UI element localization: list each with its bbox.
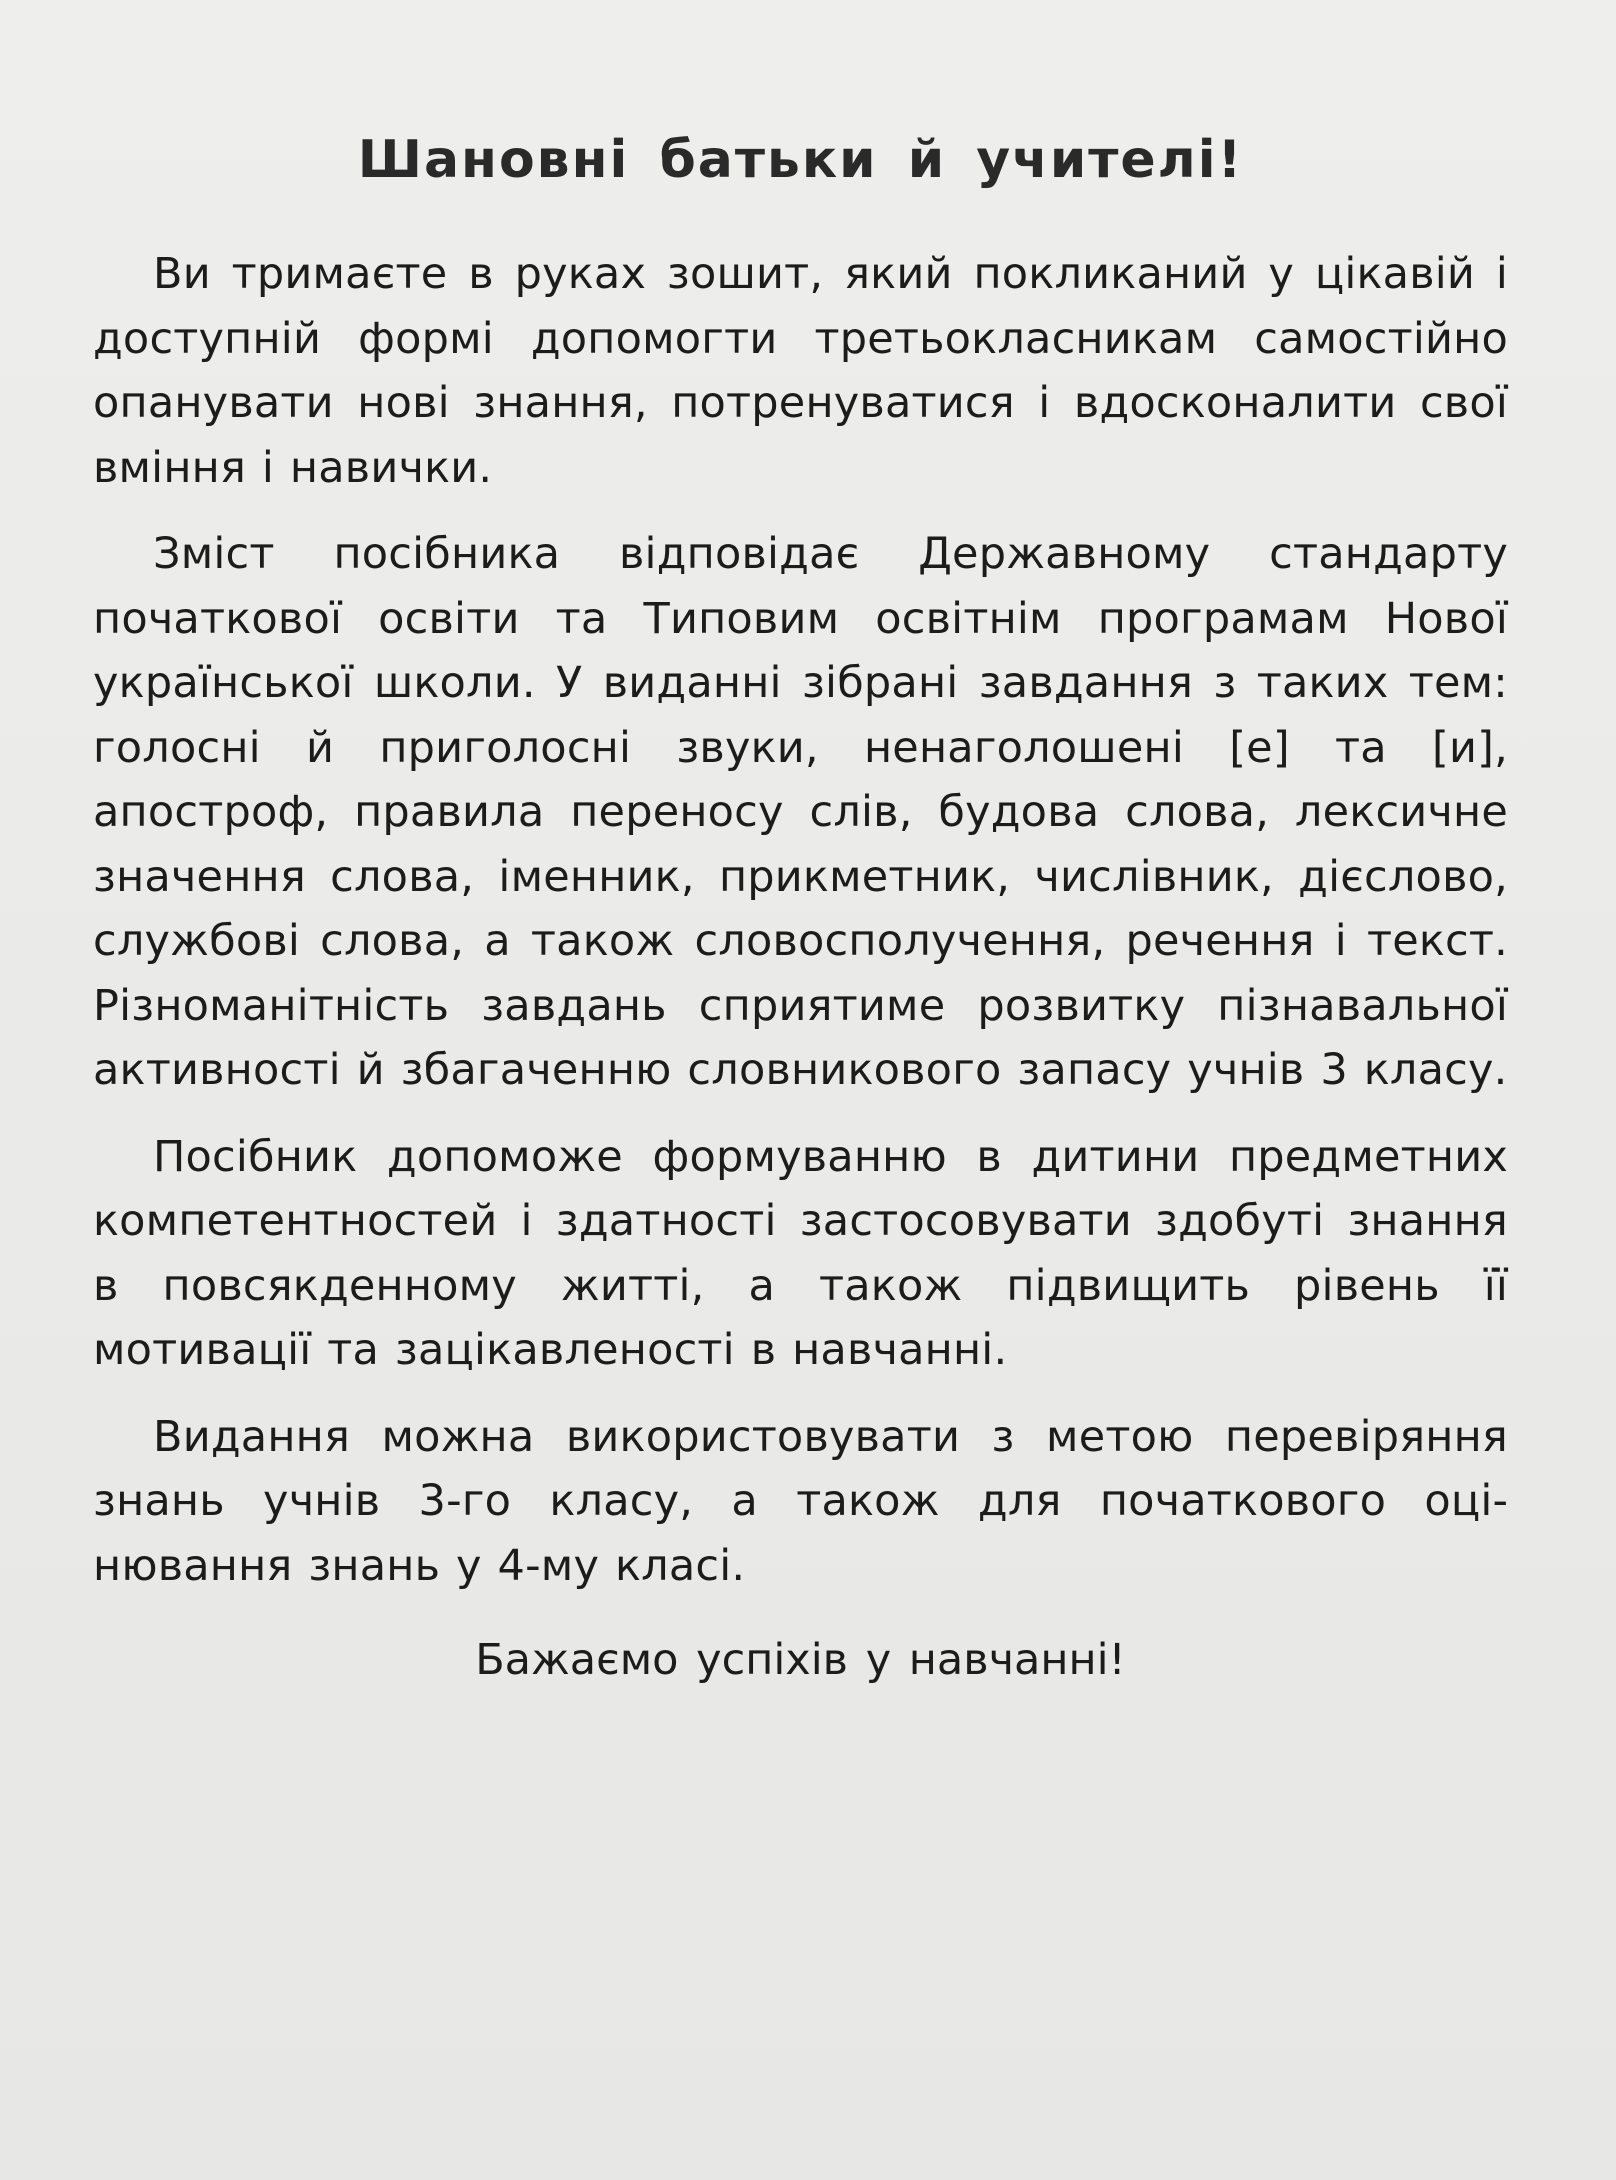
closing-wish: Бажаємо успіхів у навчанні!: [475, 1635, 1126, 1685]
paragraph-usage: Видання можна використовувати з метою перевіряння знань учнів 3-го класу, а також для початкового оцінювання знань у 4-му класі.: [93, 1411, 1508, 1591]
paragraph-competencies: Посібник допоможе формуванню в дитини предметних компетентностей і здатності застосовувати здобуті знання в повсякденному житті, а також підвищить рівень її мотивації та зацікавленості в навчанні.: [93, 1131, 1508, 1375]
paragraph-intro: Ви тримаєте в руках зошит, який покликаний у цікавій і доступній формі допомогти третьокласникам самостійно опанувати нові знання, потренуватися і вдосконалити свої вміння і навички.: [93, 249, 1508, 493]
page-title: Шановні батьки й учителі!: [357, 130, 1244, 190]
paragraph-content: Зміст посібника відповідає Державному стандарту початкової освіти та Типовим освітнім програмам Нової української школи. У виданні зібрані завдання з таких тем: голосні й приголосні звуки, ненаголошені [е] та [и], апостроф, правила переносу слів, будова слова, лексичне значення слова, іменник, прикметник, числівник, дієслово, службові слова, а також словосполучення, речення і текст. Різноманітність завдань сприятиме розвитку пізнавальної активності й збагаченню словникового запасу учнів 3 класу.: [93, 529, 1508, 1095]
